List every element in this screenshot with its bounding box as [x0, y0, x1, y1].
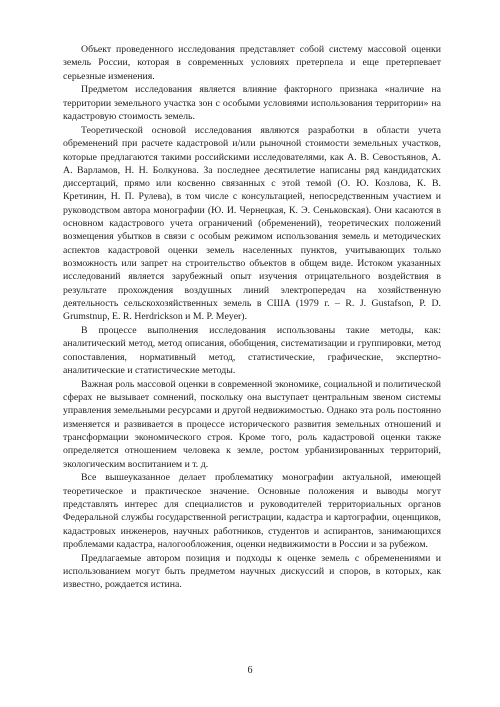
paragraph-theory: Теоретической основой исследования являются разработки в области учета обременений при расчете кадастровой и/или рыночной стоимости земельных участков, которые предлагаются такими российскими исследователями, как А. В. Севостьянов, А. А. Варламов, Н. Н. Болкунова. За последнее десятилетие написаны ряд кандидатских диссертаций, прямо или косвенно связанных с этой темой (О. Ю. Козлова, К. В. Кретинин, Н. П. Рулева), в том числе с консультацией, непосредственным участием и руководством автора монографии (Ю. И. Чернецкая, К. Э. Сеньковская). Они касаются в основном кадастрового учета ограничений (обременений), теоретических положений возмещения убытков в связи с особым режимом использования земель и методических аспектов кадастровой оценки земель населенных пунктов, учитывающих только возможность или запрет на строительство объектов в общем виде. Истоком указанных исследований является зарубежный опыт изучения отрицательного воздействия в результате прохождения воздушных линий электропередач на хозяйственную деятельность сельскохозяйственных земель в США (1979 г. – R. J. Gustafson, P. D. Grumstnup, E. R. Herdrickson и M. P. Meyer).: [63, 124, 441, 323]
body-text: [63, 43, 441, 592]
paragraph-role: Важная роль массовой оценки в современной экономике, социальной и политической сферах не вызывает сомнений, поскольку она выступает центральным звеном системы управления земельными ресурсами и другой недвижимостью. Однако эта роль постоянно изменяется и развивается в процессе исторического развития земельных отношений и трансформации экономического строя. Кроме того, роль кадастровой оценки также определяется отношением человека к земле, ростом урбанизированных территорий, экологическим воспитанием и т. д.: [63, 378, 441, 470]
paragraph-object: Объект проведенного исследования представляет собой систему массовой оценки земель России, которая в современных условиях претерпела и еще претерпевает серьезные изменения.: [63, 44, 441, 82]
page-number: 6: [247, 665, 253, 676]
paragraph-discussion: Предлагаемые автором позиция и подходы к оценке земель с обременениями и использованием могут быть предметом научных дискуссий и споров, в которых, как известно, рождается истина.: [63, 552, 441, 591]
paragraph-methods: В процессе выполнения исследования использованы такие методы, как: аналитический метод, метод описания, обобщения, систематизации и группировки, метод сопоставления, нормативный метод, статистические, графические, экспертно-аналитические и статистические методы.: [63, 325, 441, 376]
paragraph-relevance: Все вышеуказанное делает проблематику монографии актуальной, имеющей теоретическое и практическое значение. Основные положения и выводы могут представлять интерес для специалистов и руководителей территориальных органов Федеральной службы государственной регистрации, кадастра и картографии, оценщиков, кадастровых инженеров, научных работников, студентов и аспирантов, занимающихся проблемами кадастра, налогообложения, оценки недвижимости в России и за рубежом.: [63, 472, 441, 550]
paragraph-subject: Предметом исследования является влияние факторного признака «наличие на территории земельного участка зон с особыми условиями использования территории» на кадастровую стоимость земель.: [63, 84, 441, 123]
